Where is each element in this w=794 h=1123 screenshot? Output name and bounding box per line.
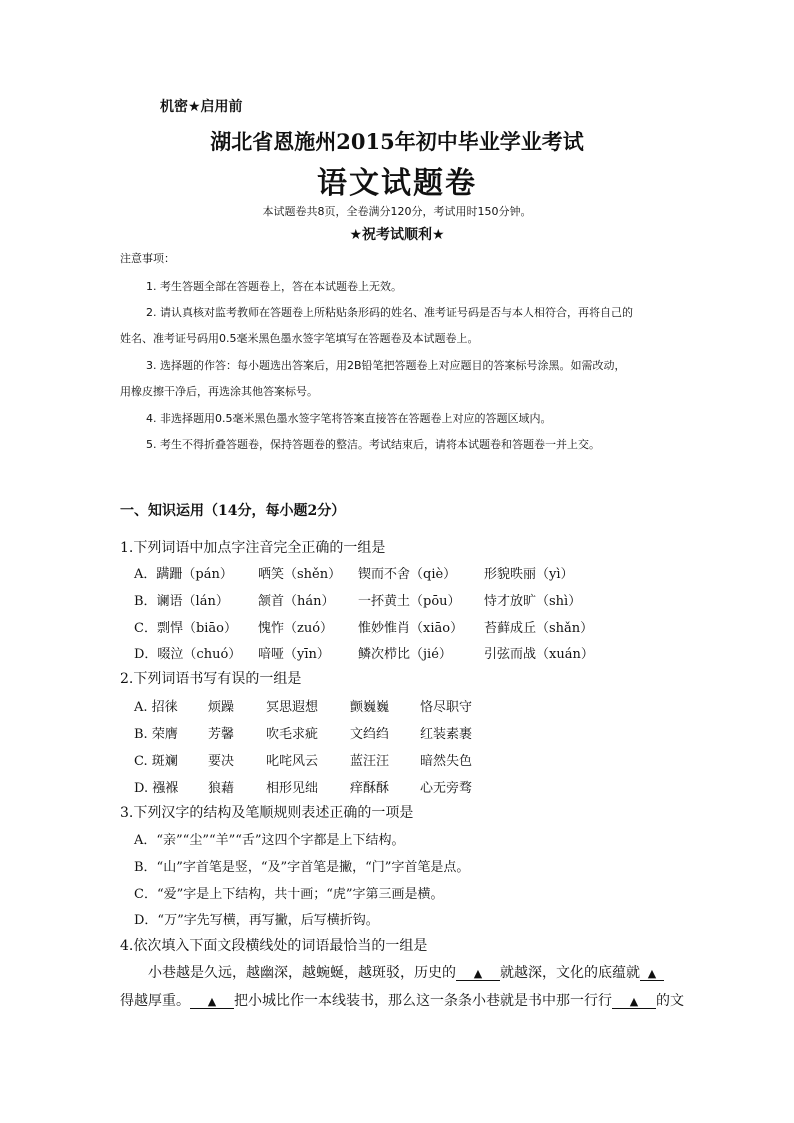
notice-item: 3. 选择题的作答：每小题选出答案后，用2B铅笔把答题卷上对应题目的答案标号涂黑。如需改动， xyxy=(146,359,626,372)
question-4-stem: 4.依次填入下面文段横线处的词语最恰当的一组是 xyxy=(120,938,428,954)
option-item: D. 襁褓 xyxy=(134,781,179,796)
option-item: 吹毛求疵 xyxy=(266,727,319,742)
notice-item: 2. 请认真核对监考教师在答题卷上所粘贴条形码的姓名、准考证号码是否与本人相符合，再将自己的 xyxy=(146,306,633,319)
option-item: 要决 xyxy=(208,754,235,769)
good-luck-line: ★祝考试顺利★ xyxy=(349,227,445,243)
option-item: 狼藉 xyxy=(208,781,235,796)
option-item: 哂笑（shěn） xyxy=(258,567,342,582)
option-item: 锲而不舍（qiè） xyxy=(358,567,457,582)
option-item: 暗然失色 xyxy=(420,754,473,769)
notice-item: 用橡皮擦干净后，再选涂其他答案标号。 xyxy=(120,385,318,398)
notice-item: 4. 非选择题用0.5毫米黑色墨水签字笔将答案直接答在答题卷上对应的答题区域内。 xyxy=(146,412,552,425)
option-item: D．啜泣（chuó） xyxy=(134,647,242,662)
answer-blank: ▲ xyxy=(640,967,664,981)
answer-blank: ▲ xyxy=(190,995,234,1009)
confidential-label: 机密★启用前 xyxy=(160,99,243,115)
answer-blank: ▲ xyxy=(456,967,500,981)
option-item: 痒酥酥 xyxy=(350,781,390,796)
option-item: 形貌昳丽（yì） xyxy=(484,567,574,582)
section-heading: 一、知识运用（14分，每小题2分） xyxy=(120,503,346,519)
option-item: A．蹒跚（pán） xyxy=(134,567,233,582)
notice-item: 5. 考生不得折叠答题卷，保持答题卷的整洁。考试结束后，请将本试题卷和答题卷一并上交。 xyxy=(146,438,600,451)
question-3-option-a: A．“亲”“尘”“羊”“舌”这四个字都是上下结构。 xyxy=(134,833,405,848)
paper-info: 本试题卷共8页，全卷满分120分，考试用时150分钟。 xyxy=(262,205,532,218)
option-item: C．剽悍（biāo） xyxy=(134,621,238,636)
option-item: 愧怍（zuó） xyxy=(258,621,334,636)
option-item: 文绉绉 xyxy=(350,727,390,742)
question-3-stem: 3.下列汉字的结构及笔顺规则表述正确的一项是 xyxy=(120,805,414,821)
passage-text: 得越厚重。 xyxy=(120,993,190,1009)
question-3-option-b: B．“山”字首笔是竖，“及”字首笔是撇，“门”字首笔是点。 xyxy=(134,860,470,875)
option-item: 颤巍巍 xyxy=(350,700,390,715)
passage-text: 把小城比作一本线装书，那么这一条条小巷就是书中那一行行 xyxy=(234,993,612,1009)
option-item: 叱咤风云 xyxy=(266,754,319,769)
option-item: B．谰语（lán） xyxy=(134,594,229,609)
option-item: C. 斑斓 xyxy=(134,754,178,769)
option-item: 红装素裹 xyxy=(420,727,473,742)
option-item: 鳞次栉比（jié） xyxy=(358,647,452,662)
notice-item: 1. 考生答题全部在答题卷上，答在本试题卷上无效。 xyxy=(146,280,402,293)
passage-text: 就越深，文化的底蕴就 xyxy=(500,965,640,981)
question-1-stem: 1.下列词语中加点字注音完全正确的一组是 xyxy=(120,540,386,556)
option-item: 惟妙惟肖（xiāo） xyxy=(358,621,464,636)
option-item: 喑哑（yīn） xyxy=(258,647,330,662)
question-3-option-c: C．“爱”字是上下结构，共十画；“虎”字第三画是横。 xyxy=(134,887,444,902)
option-item: 相形见绌 xyxy=(266,781,319,796)
option-item: 苔藓成丘（shǎn） xyxy=(484,621,594,636)
option-item: 颔首（hán） xyxy=(258,594,335,609)
option-item: 蓝汪汪 xyxy=(350,754,390,769)
question-4-passage-line-2 xyxy=(120,990,684,1010)
notice-heading: 注意事项： xyxy=(120,252,175,265)
option-item: B. 荣膺 xyxy=(134,727,178,742)
option-item: 引弦而战（xuán） xyxy=(484,647,594,662)
answer-blank: ▲ xyxy=(612,995,656,1009)
question-4-passage-line-1 xyxy=(148,962,664,982)
option-item: 恪尽职守 xyxy=(420,700,473,715)
option-item: 一抔黄土（pōu） xyxy=(358,594,461,609)
paper-title: 语文试题卷 xyxy=(317,166,477,201)
passage-text: 小巷越是久远，越幽深，越蜿蜒，越斑驳，历史的 xyxy=(148,965,456,981)
notice-item: 姓名、准考证号码用0.5毫米黑色墨水签字笔填写在答题卷及本试题卷上。 xyxy=(120,332,479,345)
option-item: 冥思遐想 xyxy=(266,700,319,715)
passage-text: 的文 xyxy=(656,993,684,1009)
option-item: A. 招徕 xyxy=(134,700,178,715)
option-item: 心无旁骛 xyxy=(420,781,473,796)
question-3-option-d: D．“万”字先写横，再写撇，后写横折钩。 xyxy=(134,913,379,928)
option-item: 芳馨 xyxy=(208,727,235,742)
exam-title: 湖北省恩施州2015年初中毕业学业考试 xyxy=(210,129,584,154)
question-2-stem: 2.下列词语书写有误的一组是 xyxy=(120,671,302,687)
option-item: 恃才放旷（shì） xyxy=(484,594,582,609)
option-item: 烦躁 xyxy=(208,700,235,715)
